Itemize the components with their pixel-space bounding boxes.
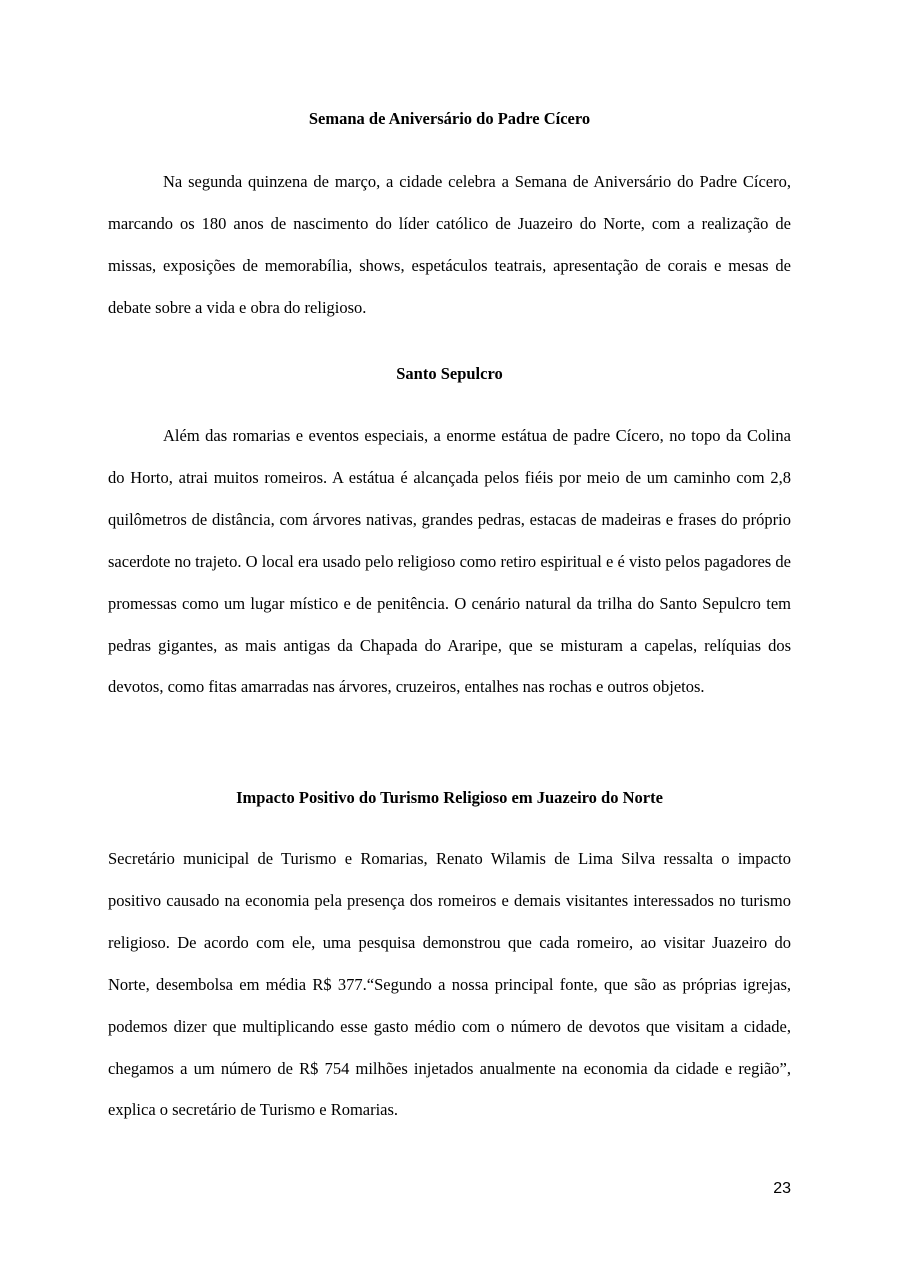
section-heading-impacto-positivo: Impacto Positivo do Turismo Religioso em Juazeiro do Norte <box>236 788 663 807</box>
section-heading-santo-sepulcro: Santo Sepulcro <box>396 364 503 383</box>
section-heading-semana-aniversario: Semana de Aniversário do Padre Cícero <box>308 109 591 128</box>
section-paragraph-impacto-positivo: Secretário municipal de Turismo e Romarias, Renato Wilamis de Lima Silva ressalta o impacto positivo causado na economia pela presença dos romeiros e demais visitantes interessados no turismo religioso. De acordo com ele, uma pesquisa demonstrou que cada romeiro, ao visitar Juazeiro do Norte, desembolsa em média R$ 377.“Segundo a nossa principal fonte, que são as próprias igrejas, podemos dizer que multiplicando esse gasto médio com o número de devotos que visitam a cidade, chegamos a um número de R$ 754 milhões injetados anualmente na economia da cidade e região”, explica o secretário de Turismo e Romarias. <box>108 849 791 1120</box>
section-paragraph-semana-aniversario: Na segunda quinzena de março, a cidade celebra a Semana de Aniversário do Padre Cícero, marcando os 180 anos de nascimento do líder católico de Juazeiro do Norte, com a realização de missas, exposições de memorabília, shows, espetáculos teatrais, apresentação de corais e mesas de debate sobre a vida e obra do religioso. <box>108 172 791 317</box>
section-paragraph-santo-sepulcro: Além das romarias e eventos especiais, a enorme estátua de padre Cícero, no topo da Colina do Horto, atrai muitos romeiros. A estátua é alcançada pelos fiéis por meio de um caminho com 2,8 quilômetros de distância, com árvores nativas, grandes pedras, estacas de madeiras e frases do próprio sacerdote no trajeto. O local era usado pelo religioso como retiro espiritual e é visto pelos pagadores de promessas como um lugar místico e de penitência. O cenário natural da trilha do Santo Sepulcro tem pedras gigantes, as mais antigas da Chapada do Araripe, que se misturam a capelas, relíquias dos devotos, como fitas amarradas nas árvores, cruzeiros, entalhes nas rochas e outros objetos. <box>108 426 791 697</box>
page-number: 23 <box>773 1180 791 1197</box>
